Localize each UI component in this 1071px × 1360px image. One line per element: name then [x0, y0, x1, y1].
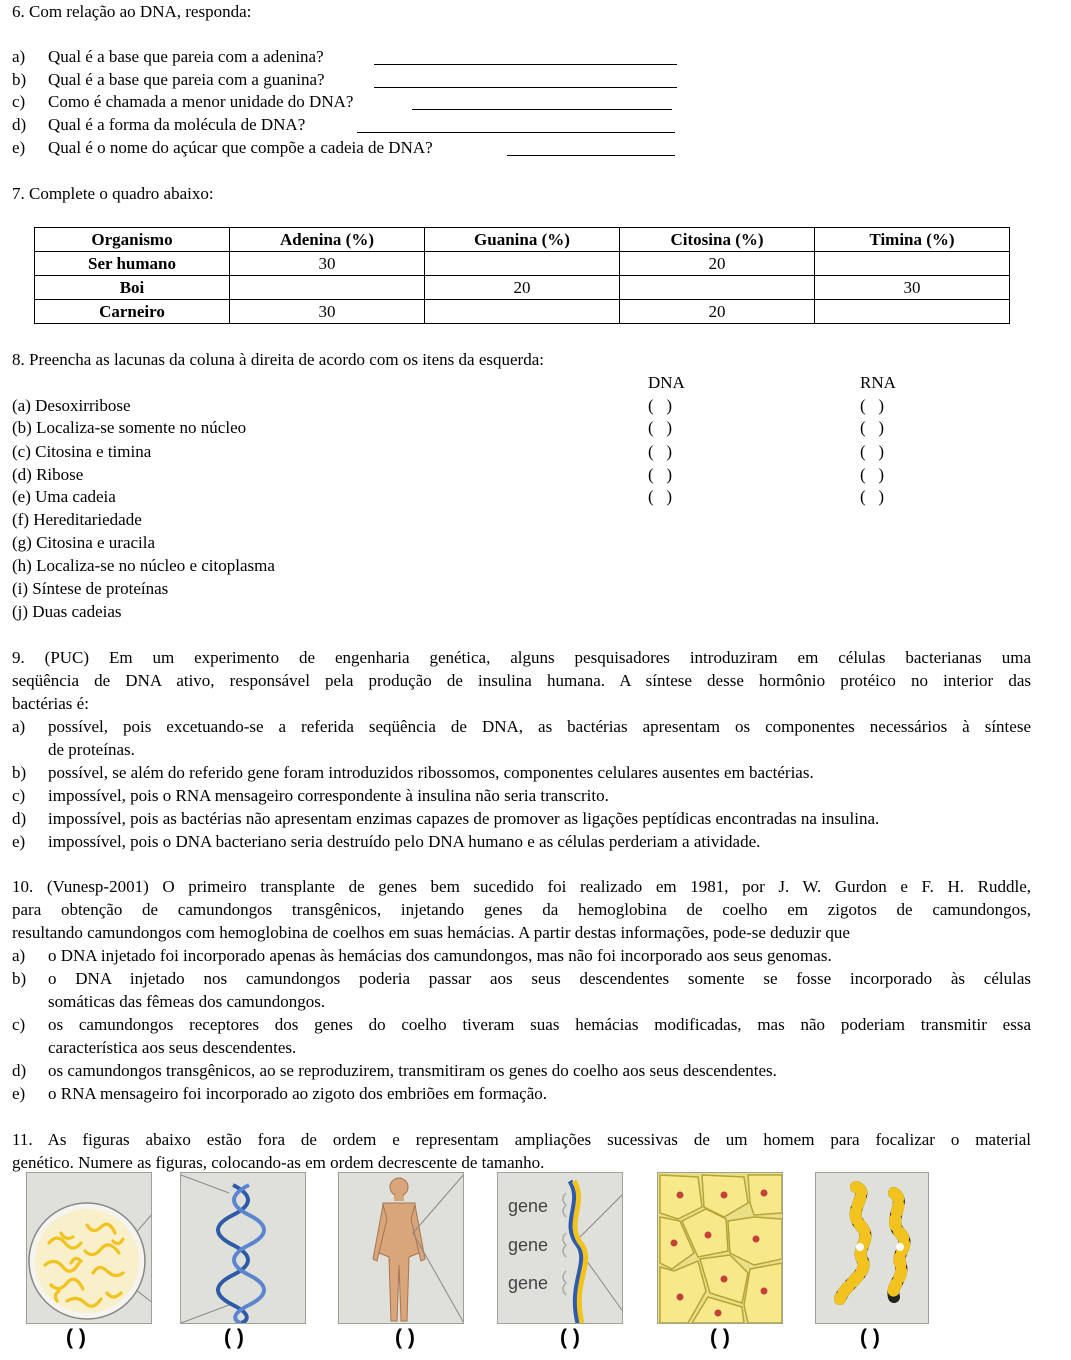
option-letter: b) [12, 763, 27, 782]
q10-option-c-cont: característica aos seus descendentes. [48, 1038, 297, 1057]
table-cell: 20 [620, 300, 815, 324]
table-cell: 20 [425, 276, 620, 300]
q10-option-a [12, 944, 832, 967]
q6-title: 6. Com relação ao DNA, responda: [12, 2, 252, 21]
figure-human-body [338, 1172, 464, 1324]
q6-letter: a) [12, 47, 26, 66]
dna-helix-icon [181, 1173, 306, 1324]
organism-cell: Boi [35, 276, 230, 300]
option-text: os camundongos transgênicos, ao se reproduzirem, transmitiram os genes do coelho aos seus descendentes. [48, 1061, 777, 1080]
q6-letter: d) [12, 115, 27, 134]
q8-item: (f) Hereditariedade [12, 510, 142, 529]
figure-answer-paren[interactable]: ( ) [395, 1326, 415, 1349]
q8-title: 8. Preencha as lacunas da coluna à direita de acordo com os itens da esquerda: [12, 350, 544, 369]
answer-blank-c[interactable] [412, 93, 672, 110]
table-cell-blank[interactable] [815, 300, 1010, 324]
col-header: Citosina (%) [620, 228, 815, 252]
table-row [35, 300, 1010, 324]
figure-dna-helix [180, 1172, 306, 1324]
figure-answer-paren[interactable]: ( ) [66, 1326, 86, 1349]
gene-label: gene [508, 1273, 549, 1293]
q9-stem-line: 9. (PUC) Em um experimento de engenharia genética, alguns pesquisadores introduziram em células bacterianas uma [12, 648, 1031, 667]
option-text: impossível, pois as bactérias não apresentam enzimas capazes de promover as ligações peptídicas encontradas na insulina. [48, 809, 880, 828]
col-rna-header: RNA [860, 373, 896, 392]
q6-letter: b) [12, 70, 27, 89]
q10-stem-line: 10. (Vunesp-2001) O primeiro transplante de genes bem sucedido foi realizado em 1981, por J. W. Gurdon e F. H. Ruddle, [12, 877, 1031, 896]
option-letter: a) [12, 717, 26, 736]
q9-option-d [12, 807, 879, 830]
q6-question: Qual é a base que pareia com a guanina? [48, 70, 325, 89]
q8-item: (c) Citosina e timina [12, 442, 152, 461]
answer-blank-a[interactable] [374, 48, 677, 65]
q8-item: (g) Citosina e uracila [12, 533, 156, 552]
figure-chromosomes [815, 1172, 929, 1324]
q6-item-d [12, 113, 305, 136]
rna-answer-paren[interactable]: ( ) [860, 418, 885, 437]
answer-blank-e[interactable] [507, 139, 675, 156]
table-cell-blank[interactable] [425, 300, 620, 324]
q11-stem-line: genético. Numere as figuras, colocando-as em ordem decrescente de tamanho. [12, 1153, 545, 1172]
q6-letter: e) [12, 138, 26, 157]
chromosomes-icon [816, 1173, 929, 1324]
q6-question: Qual é a base que pareia com a adenina? [48, 47, 324, 66]
table-row [35, 252, 1010, 276]
q10-option-e [12, 1082, 547, 1105]
option-letter: e) [12, 1084, 26, 1103]
option-letter: e) [12, 832, 26, 851]
dna-answer-paren[interactable]: ( ) [648, 442, 673, 461]
table-row [35, 276, 1010, 300]
dna-answer-paren[interactable]: ( ) [648, 396, 673, 415]
q9-stem-line: seqüência de DNA ativo, responsável pela produção de insulina humana. A síntese desse hormônio protéico no interior das [12, 671, 1031, 690]
q9-stem-line: bactérias é: [12, 694, 89, 713]
base-percentage-table [34, 227, 1010, 324]
human-body-icon [339, 1173, 464, 1324]
chromatin-nucleus-icon [27, 1173, 152, 1324]
table-cell-blank[interactable] [230, 276, 425, 300]
q10-option-c-letter [12, 1013, 48, 1036]
col-dna-header: DNA [648, 373, 685, 392]
q6-item-c [12, 90, 353, 113]
dna-answer-paren[interactable]: ( ) [648, 418, 673, 437]
rna-answer-paren[interactable]: ( ) [860, 442, 885, 461]
figure-answer-paren[interactable]: ( ) [560, 1326, 580, 1349]
option-text: impossível, pois o DNA bacteriano seria destruído pelo DNA humano e as células perderiam a atividade. [48, 832, 761, 851]
q6-question: Como é chamada a menor unidade do DNA? [48, 92, 354, 111]
q9-option-b [12, 761, 814, 784]
rna-answer-paren[interactable]: ( ) [860, 396, 885, 415]
table-cell: 30 [815, 276, 1010, 300]
option-letter: c) [12, 786, 26, 805]
q8-item: (a) Desoxirribose [12, 396, 131, 415]
col-header: Organismo [35, 228, 230, 252]
cells-tissue-icon [658, 1173, 783, 1324]
q9-option-e [12, 830, 760, 853]
rna-answer-paren[interactable]: ( ) [860, 465, 885, 484]
col-header: Guanina (%) [425, 228, 620, 252]
table-cell: 30 [230, 300, 425, 324]
dna-answer-paren[interactable]: ( ) [648, 487, 673, 506]
col-header: Timina (%) [815, 228, 1010, 252]
q8-item: (h) Localiza-se no núcleo e citoplasma [12, 556, 275, 575]
q6-item-e [12, 136, 433, 159]
figure-answer-paren[interactable]: ( ) [224, 1326, 244, 1349]
table-cell-blank[interactable] [815, 252, 1010, 276]
q6-item-b [12, 68, 325, 91]
option-text: o RNA mensageiro foi incorporado ao zigoto dos embriões em formação. [48, 1084, 548, 1103]
figure-answer-paren[interactable]: ( ) [860, 1326, 880, 1349]
q11-stem-line: 11. As figuras abaixo estão fora de ordem e representam ampliações sucessivas de um homem para focalizar o material [12, 1130, 1031, 1149]
table-cell: 20 [620, 252, 815, 276]
q6-item-a [12, 45, 324, 68]
option-text: impossível, pois o RNA mensageiro correspondente à insulina não seria transcrito. [48, 786, 609, 805]
q8-item: (j) Duas cadeias [12, 602, 122, 621]
q9-option-a: possível, pois excetuando-se a referida seqüência de DNA, as bactérias apresentam os componentes necessários à síntese [48, 717, 1031, 736]
table-cell-blank[interactable] [425, 252, 620, 276]
figure-chromatin-nucleus [26, 1172, 152, 1324]
answer-blank-b[interactable] [374, 71, 677, 88]
table-header-row [35, 228, 1010, 252]
q8-item: (b) Localiza-se somente no núcleo [12, 418, 247, 437]
q8-item: (d) Ribose [12, 465, 84, 484]
q6-letter: c) [12, 92, 26, 111]
figure-chromosome-genes [497, 1172, 623, 1324]
figure-answer-paren[interactable]: ( ) [710, 1326, 730, 1349]
option-letter: d) [12, 809, 27, 828]
q8-item: (e) Uma cadeia [12, 487, 116, 506]
option-text: o DNA injetado foi incorporado apenas às hemácias dos camundongos, mas não foi incorporado aos seus genomas. [48, 946, 832, 965]
option-letter: d) [12, 1061, 27, 1080]
q10-stem-line: resultando camundongos com hemoglobina de coelhos em suas hemácias. A partir destas informações, pode-se deduzir que [12, 923, 850, 942]
q7-title: 7. Complete o quadro abaixo: [12, 184, 214, 203]
q9-option-a-letter [12, 715, 48, 738]
q10-stem-line: para obtenção de camundongos transgênicos, injetando genes da hemoglobina de coelho em zigotos de camundongos, [12, 900, 1031, 919]
q8-item: (i) Síntese de proteínas [12, 579, 169, 598]
table-cell-blank[interactable] [620, 276, 815, 300]
answer-blank-d[interactable] [357, 116, 675, 133]
col-header: Adenina (%) [230, 228, 425, 252]
q10-option-b: o DNA injetado nos camundongos poderia passar aos seus descendentes somente se fosse incorporado às células [48, 969, 1031, 988]
gene-label: gene [508, 1196, 549, 1216]
dna-answer-paren[interactable]: ( ) [648, 465, 673, 484]
q9-option-c [12, 784, 609, 807]
rna-answer-paren[interactable]: ( ) [860, 487, 885, 506]
q10-option-c: os camundongos receptores dos genes do coelho tiveram suas hemácias modificadas, mas não poderiam transmitir essa [48, 1015, 1031, 1034]
organism-cell: Ser humano [35, 252, 230, 276]
q10-option-b-cont: somáticas das fêmeas dos camundongos. [48, 992, 326, 1011]
table-cell: 30 [230, 252, 425, 276]
option-letter: a) [12, 946, 26, 965]
option-letter: c) [12, 1015, 26, 1034]
organism-cell: Carneiro [35, 300, 230, 324]
figure-cells-tissue [657, 1172, 783, 1324]
q10-option-b-letter [12, 967, 48, 990]
q10-option-d [12, 1059, 777, 1082]
q6-question: Qual é a forma da molécula de DNA? [48, 115, 306, 134]
gene-label: gene [508, 1235, 549, 1255]
q6-question: Qual é o nome do açúcar que compõe a cadeia de DNA? [48, 138, 433, 157]
option-letter: b) [12, 969, 27, 988]
q9-option-a-cont: de proteínas. [48, 740, 135, 759]
option-text: possível, se além do referido gene foram introduzidos ribossomos, componentes celulares ausentes em bactérias. [48, 763, 814, 782]
